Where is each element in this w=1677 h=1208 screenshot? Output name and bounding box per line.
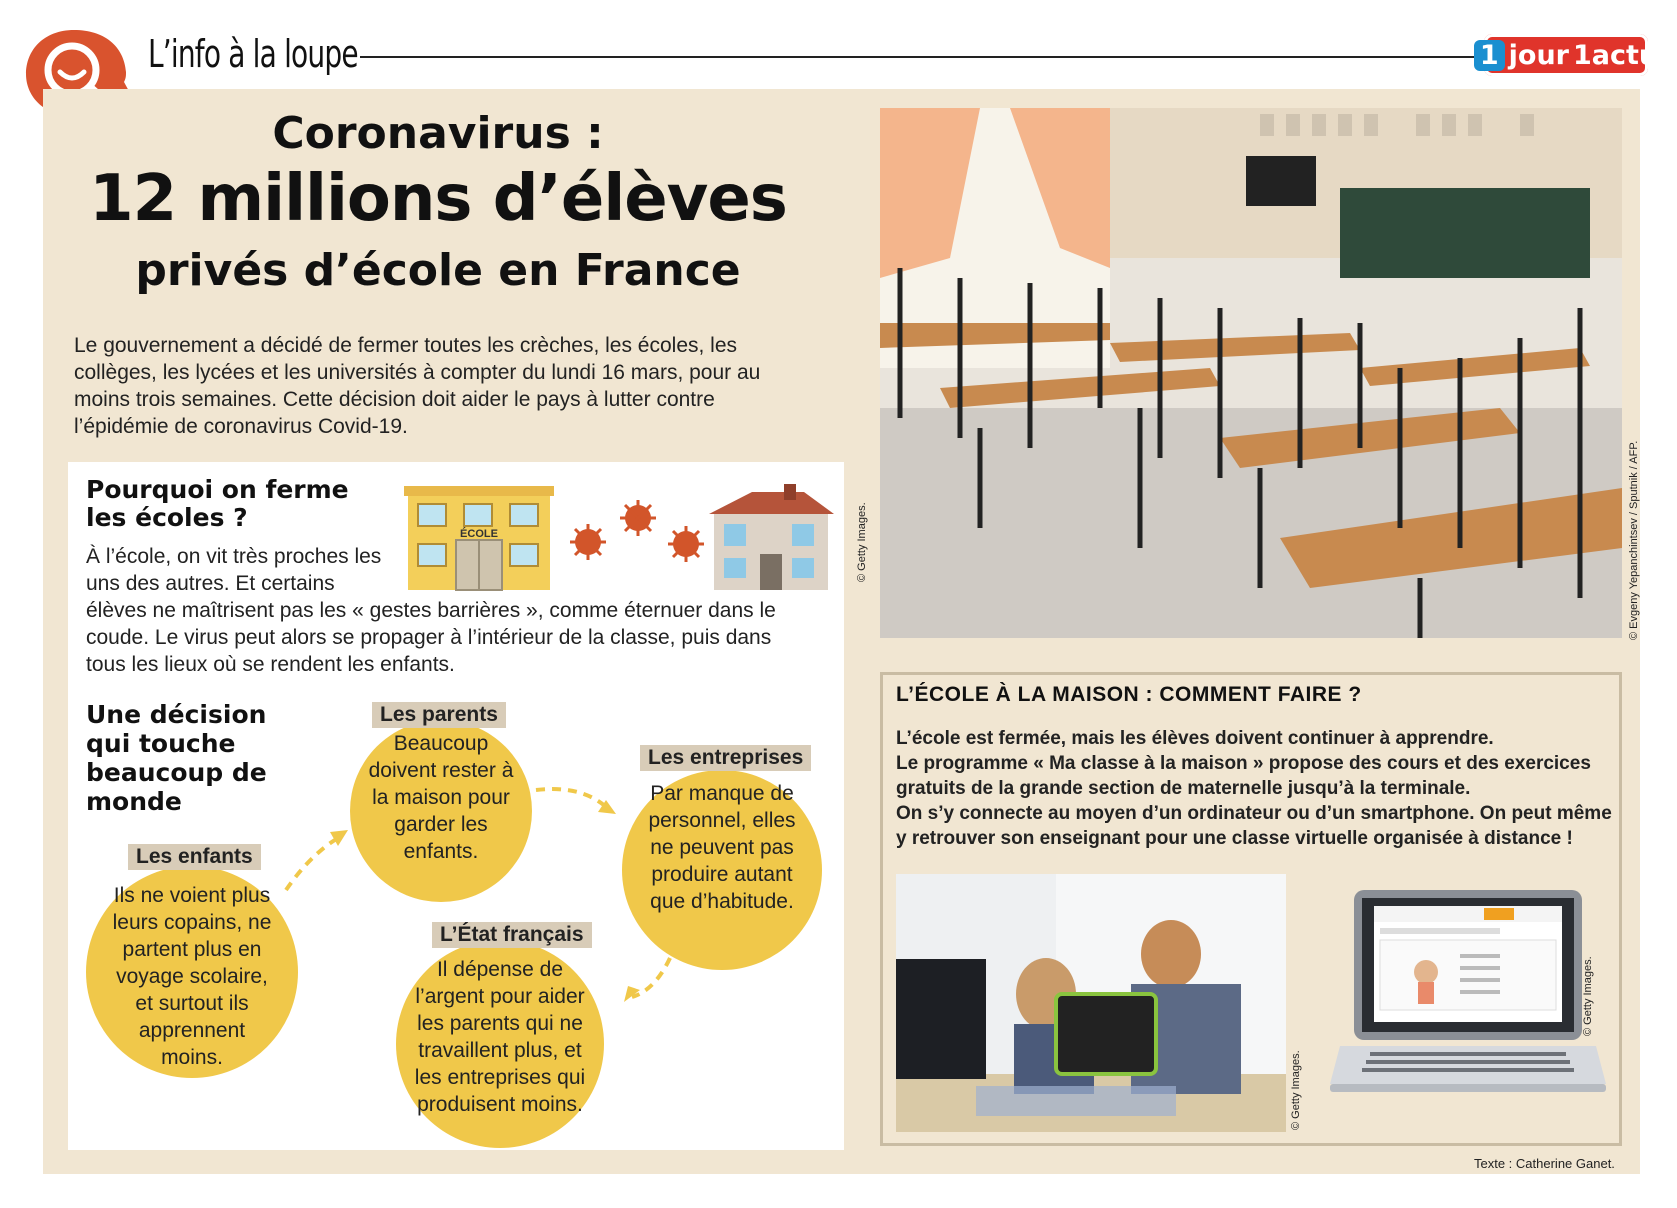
parents-text: Beaucoup doivent rester à la maison pour garder les enfants. bbox=[368, 732, 514, 863]
why-paragraph bbox=[86, 543, 816, 678]
circle-enfants bbox=[86, 866, 298, 1078]
title-line-2: 12 millions d’élèves bbox=[89, 162, 787, 236]
logo-part-2: 1 bbox=[1573, 39, 1592, 71]
header-rule bbox=[360, 56, 1490, 58]
title-line-3: privés d’école en France bbox=[135, 245, 741, 296]
tag-entreprises: Les entreprises bbox=[640, 745, 811, 771]
tag-etat: L’État français bbox=[432, 922, 592, 948]
children-photo-credit: © Getty Images. bbox=[1290, 1050, 1302, 1130]
paragraph-3: On s’y connecte au moyen d’un ordinateur ou d’un smartphone. On peut même y retrouver son enseignant pour une classe virtuelle organisée à distance ! bbox=[896, 803, 1612, 849]
laptop-icon bbox=[1330, 888, 1606, 1100]
circle-entreprises bbox=[622, 770, 822, 970]
logo-part-1: 1 bbox=[1474, 40, 1505, 71]
circle-parents bbox=[350, 720, 532, 902]
byline: Texte : Catherine Ganet. bbox=[1474, 1156, 1615, 1171]
logo-part-jour: jour bbox=[1508, 39, 1569, 71]
why-heading: Pourquoi on ferme les écoles ? bbox=[86, 475, 349, 532]
tag-enfants: Les enfants bbox=[128, 844, 261, 870]
school-at-home-text bbox=[896, 726, 1616, 851]
empty-classroom-photo bbox=[880, 108, 1622, 638]
school-at-home-heading: L’ÉCOLE À LA MAISON : COMMENT FAIRE ? bbox=[896, 683, 1362, 706]
enfants-text: Ils ne voient plus leurs copains, ne partent plus en voyage scolaire, et surtout ils apprennent moins. bbox=[112, 884, 272, 1069]
decision-heading: Une décision qui touche beaucoup de monde bbox=[86, 700, 267, 816]
brand-logo bbox=[1479, 34, 1659, 76]
paragraph-2: Le programme « Ma classe à la maison » propose des cours et des exercices gratuits de la grande section de maternelle jusqu’à la terminale. bbox=[896, 753, 1591, 799]
paragraph-1: L’école est fermée, mais les élèves doivent continuer à apprendre. bbox=[896, 728, 1494, 749]
section-title: L’info à la loupe bbox=[148, 32, 358, 76]
title-line-1: Coronavirus : bbox=[272, 108, 604, 159]
why-text-wide: élèves ne maîtrisent pas les « gestes barrières », comme éternuer dans le coude. Le virus peut alors se propager à l’intérieur de la classe, puis dans tous les lieux où se rendent les enfants. bbox=[86, 599, 776, 676]
tag-parents: Les parents bbox=[372, 702, 506, 728]
photo-credit: © Evgeny Yepanchintsev / Sputnik / AFP. bbox=[1628, 440, 1640, 640]
laptop-credit: © Getty Images. bbox=[1582, 956, 1594, 1036]
children-laptop-photo bbox=[896, 874, 1286, 1132]
illustration-credit: © Getty Images. bbox=[856, 502, 868, 582]
entreprises-text: Par manque de personnel, elles ne peuvent pas produire autant que d’habitude. bbox=[648, 782, 796, 913]
school-label: ÉCOLE bbox=[460, 528, 498, 540]
logo-part-actu: actu bbox=[1591, 39, 1659, 71]
why-text-narrow: À l’école, on vit très proches les uns des autres. Et certains bbox=[86, 545, 382, 595]
circle-etat bbox=[396, 940, 604, 1148]
etat-text: Il dépense de l’argent pour aider les parents qui ne travaillent plus, et les entreprises qui produisent moins. bbox=[414, 958, 586, 1116]
intro-paragraph: Le gouvernement a décidé de fermer toutes les crèches, les écoles, les collèges, les lycées et les universités à compter du lundi 16 mars, pour au moins trois semaines. Cette décision doit aider le pays à lutter contre l’épidémie de coronavirus Covid-19. bbox=[74, 334, 761, 438]
